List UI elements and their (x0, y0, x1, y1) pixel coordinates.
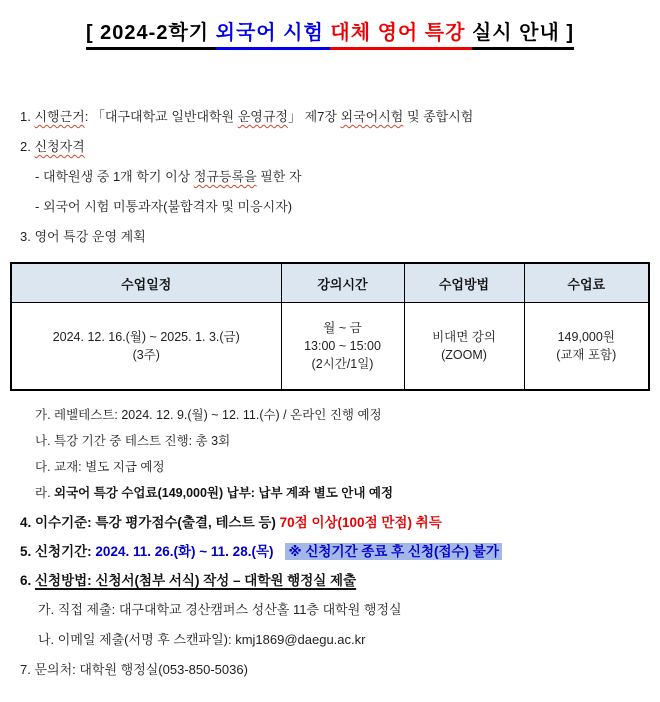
line-course-plan: 3. 영어 특강 운영 계획 (20, 229, 146, 244)
note-tests: 나. 특강 기간 중 테스트 진행: 총 3회 (35, 434, 231, 448)
cell-schedule (11, 303, 281, 391)
line-eligibility-enrollment (20, 168, 650, 185)
seg: : 「대구대학교 일반대학원 (84, 109, 238, 124)
title-suffix: 실시 안내 ] (472, 16, 574, 50)
line-enforcement-basis (20, 108, 650, 125)
spellcheck-word: 운영규정 (237, 109, 288, 124)
fee-amount: 149,000원 (557, 330, 615, 344)
seg: 및 종합시험 (403, 109, 474, 124)
cell-method (404, 303, 524, 391)
seg: 」 제7장 (287, 109, 341, 124)
line-eligibility-nonpass: - 외국어 시험 미통과자(불합격자 및 미응시자) (35, 199, 293, 214)
doc-title (20, 16, 640, 50)
fee-includes: (교재 포함) (556, 348, 617, 362)
line-contact: 7. 문의처: 대학원 행정실(053-850-5036) (20, 662, 248, 677)
criteria-score-red: 70점 이상(100점 만점) 취득 (279, 515, 442, 530)
note-fee-payment (20, 485, 650, 502)
schedule-dates: 2024. 12. 16.(월) ~ 2025. 1. 3.(금) (52, 330, 240, 344)
table-header-row (11, 263, 649, 303)
col-header-time: 강의시간 (281, 263, 404, 303)
cell-time (281, 303, 404, 391)
seg: 4. 이수기준: 특강 평가점수(출결, 테스트 등) (20, 515, 280, 530)
table-data-row (11, 303, 649, 391)
seg: - 대학원생 중 1개 학기 이상 (35, 169, 194, 184)
spellcheck-word: 시행근거 (34, 109, 85, 124)
course-table (10, 262, 650, 391)
line-completion-criteria (20, 514, 650, 532)
seg: 1. (20, 109, 35, 124)
line-submit-email: 나. 이메일 제출(서명 후 스캔파일): kmj1869@daegu.ac.kr (38, 632, 366, 647)
title-prefix: [ 2024-2학기 (86, 16, 216, 50)
title-english-lecture: 대체 영어 특강 (330, 16, 472, 50)
title-foreign-exam: 외국어 시험 (216, 16, 331, 50)
time-per-day: (2시간/1일) (311, 357, 374, 371)
col-header-schedule: 수업일정 (11, 263, 281, 303)
spellcheck-word: 외국어시험 (340, 109, 404, 124)
cell-fee (524, 303, 649, 391)
application-period-highlight: ※ 신청기간 종료 후 신청(접수) 불가 (285, 543, 501, 560)
application-dates: 2024. 11. 26.(화) ~ 11. 28.(목) (95, 544, 274, 559)
course-notes (20, 407, 650, 502)
seg: 5. 신청기간: (20, 544, 96, 559)
time-days: 월 ~ 금 (323, 321, 362, 335)
application-method-underlined: 신청방법: 신청서(첨부 서식) 작성 – 대학원 행정실 제출 (35, 573, 357, 588)
col-header-fee: 수업료 (524, 263, 649, 303)
line-application-period (20, 543, 650, 561)
seg: 6. (20, 573, 36, 588)
fee-payment-bold: 외국어 특강 수업료(149,000원) 납부: 납부 계좌 별도 안내 예정 (54, 486, 394, 500)
method-type: 비대면 강의 (432, 330, 496, 344)
time-hours: 13:00 ~ 15:00 (304, 339, 381, 353)
seg: 2. (20, 139, 35, 154)
line-eligibility (20, 138, 650, 155)
note-level-test: 가. 레벨테스트: 2024. 12. 9.(월) ~ 12. 11.(수) / 온라인 진행 예정 (35, 408, 382, 422)
col-header-method: 수업방법 (404, 263, 524, 303)
note-textbook: 다. 교재: 별도 지급 예정 (35, 460, 165, 474)
schedule-weeks: (3주) (132, 348, 160, 362)
line-submit-in-person: 가. 직접 제출: 대구대학교 경산캠퍼스 성산홀 11층 대학원 행정실 (38, 602, 402, 617)
spellcheck-word: 신청자격 (34, 139, 85, 154)
method-platform: (ZOOM) (441, 348, 487, 362)
spellcheck-word: 정규등록을 (193, 169, 257, 184)
seg: 필한 자 (256, 169, 302, 184)
seg: 라. (35, 486, 55, 500)
line-application-method (20, 572, 650, 590)
